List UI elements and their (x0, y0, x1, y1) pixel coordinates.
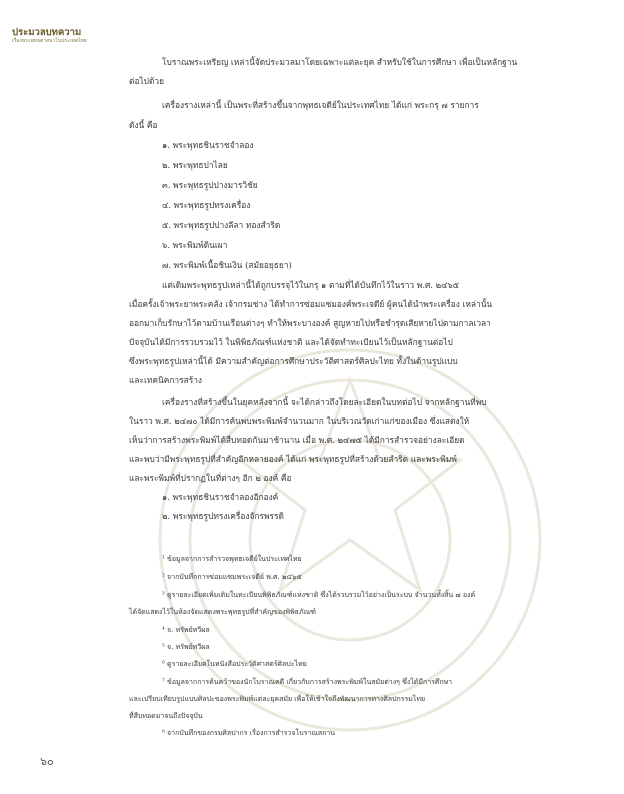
body-line: แต่เดิมพระพุทธรูปเหล่านี้ได้ถูกบรรจุไว้ในกรุ ๑ ตามที่ได้บันทึกไว้ในราว พ.ศ. ๒๔๖๕ (162, 280, 460, 290)
body-line: และพบว่ามีพระพุทธรูปที่สำคัญอีกหลายองค์ ได้แก่ พระพุทธรูปที่สร้างด้วยสำริด และพระพิมพ์ (129, 454, 457, 464)
body-line: เห็นว่าการสร้างพระพิมพ์ได้สืบทอดกันมาช้านาน เมื่อ พ.ศ. ๒๔๗๕ ได้มีการสำรวจอย่างละเอียด (129, 435, 465, 445)
body-line: และพระพิมพ์ที่ปรากฏในที่ต่างๆ อีก ๒ องค์ คือ (129, 473, 292, 483)
footnote-line: ที่สืบทอดมาจนถึงปัจจุบัน (129, 712, 203, 720)
body-line: เมื่อครั้งเจ้าพระยาพระคลัง เจ้ากรมช่าง ได้ทำการซ่อมแซมองค์พระเจดีย์ ผู้คนได้นำพระเครื่อง เหล่านั้น (129, 299, 493, 309)
body-line: ดังนี้ คือ (129, 120, 158, 130)
body-line: เครื่องรางที่สร้างขึ้นในยุคหลังจากนี้ จะได้กล่าวถึงโดยละเอียดในบทต่อไป จากหลักฐานที่พบ (162, 397, 487, 407)
list-item: ๓. พระพุทธรูปปางมารวิชัย (162, 180, 258, 190)
footnote-line: ³ ดูรายละเอียดเพิ่มเติมในทะเบียนพิพิธภัณฑ์แห่งชาติ ซึ่งได้รวบรวมไว้อย่างเป็นระบบ จำนวนทั้งสิ้น ๗ องค์ (162, 591, 476, 599)
list-item: ๗. พระพิมพ์เนื้อชินเงิน (สมัยอยุธยา) (162, 260, 292, 270)
footnote-line: ¹ ข้อมูลจากการสำรวจพุทธเจดีย์ในประเทศไทย (162, 555, 302, 563)
footnote-line: ได้จัดแสดงไว้ในห้องจัดแสดงพระพุทธรูปที่สำคัญของพิพิธภัณฑ์ (129, 608, 316, 616)
footnote-line: ⁷ ข้อมูลจากการค้นคว้าของนักโบราณคดี เกี่ยวกับการสร้างพระพิมพ์ในสมัยต่างๆ ซึ่งได้มีการศึกษา (162, 678, 453, 686)
footnote-line: ⁴ จ. ทรัพย์ทวีผล (162, 626, 210, 634)
body-line: ออกมาเก็บรักษาไว้ตามบ้านเรือนต่างๆ ทำให้พระบางองค์ สูญหายไปหรือชำรุดเสียหายไปตามกาลเวลา (129, 318, 491, 328)
body-line: ปัจจุบันได้มีการรวบรวมไว้ ในพิพิธภัณฑ์แห่งชาติ และได้จัดทำทะเบียนไว้เป็นหลักฐานต่อไป (129, 337, 453, 347)
footnote-line: ⁵ จ. ทรัพย์ทวีผล (162, 643, 210, 651)
list-item: ๑. พระพุทธชินราชจำลอง (162, 140, 254, 150)
footnote-line: ⁸ จากบันทึกของกรมศิลปากร เรื่องการสำรวจโบราณสถาน (162, 729, 336, 737)
publication-title: ประมวลบทความ (12, 27, 82, 38)
list-item: ๑. พระพุทธชินราชจำลองอีกองค์ (162, 492, 279, 502)
body-line: และเทคนิคการสร้าง (129, 375, 203, 385)
list-item: ๕. พระพุทธรูปปางลีลา ทองสำริด (162, 220, 281, 230)
footnote-line: ² จากบันทึกการซ่อมแซมพระเจดีย์ พ.ศ. ๒๔๖๕ (162, 573, 302, 581)
list-item: ๔. พระพุทธรูปทรงเครื่อง (162, 200, 251, 210)
body-line: ในราว พ.ศ. ๒๔๗๐ ได้มีการค้นพบพระพิมพ์จำนวนมาก ในบริเวณวัดเก่าแก่ของเมือง ซึ่งแสดงให้ (129, 416, 470, 426)
body-line: เครื่องรางเหล่านี้ เป็นพระที่สร้างขึ้นจากพุทธเจดีย์ในประเทศไทย ได้แก่ พระกรุ ๗ รายการ (162, 100, 479, 110)
body-line: โบราณพระเหรียญ เหล่านี้จัดประมวลมาโดยเฉพาะแต่ละยุค สำหรับใช้ในการศึกษา เพื่อเป็นหลักฐาน (162, 57, 518, 67)
footnote-line: และเปรียบเทียบรูปแบบศิลปะของพระพิมพ์แต่ละยุคสมัย เพื่อให้เข้าใจถึงพัฒนาการทางศิลปกรรมไทย (129, 695, 426, 703)
list-item: ๒. พระพุทธรูปทรงเครื่องจักรพรรดิ (162, 511, 284, 521)
publication-subtitle: เรื่องพระพุทธศาสนาในประเทศไทย (12, 38, 87, 44)
list-item: ๖. พระพิมพ์ดินเผา (162, 240, 228, 250)
publication-brand (12, 27, 87, 45)
page-number: ๖๐ (40, 755, 54, 768)
body-line: ซึ่งพระพุทธรูปเหล่านี้ได้ มีความสำคัญต่อการศึกษาประวัติศาสตร์ศิลปะไทย ทั้งในด้านรูปแบบ (129, 356, 458, 366)
list-item: ๒. พระพุทธปาไลย (162, 160, 228, 170)
body-line: ต่อไปด้วย (129, 76, 165, 86)
footnote-line: ⁶ ดูรายละเอียดในหนังสือประวัติศาสตร์ศิลปะไทย (162, 660, 307, 668)
